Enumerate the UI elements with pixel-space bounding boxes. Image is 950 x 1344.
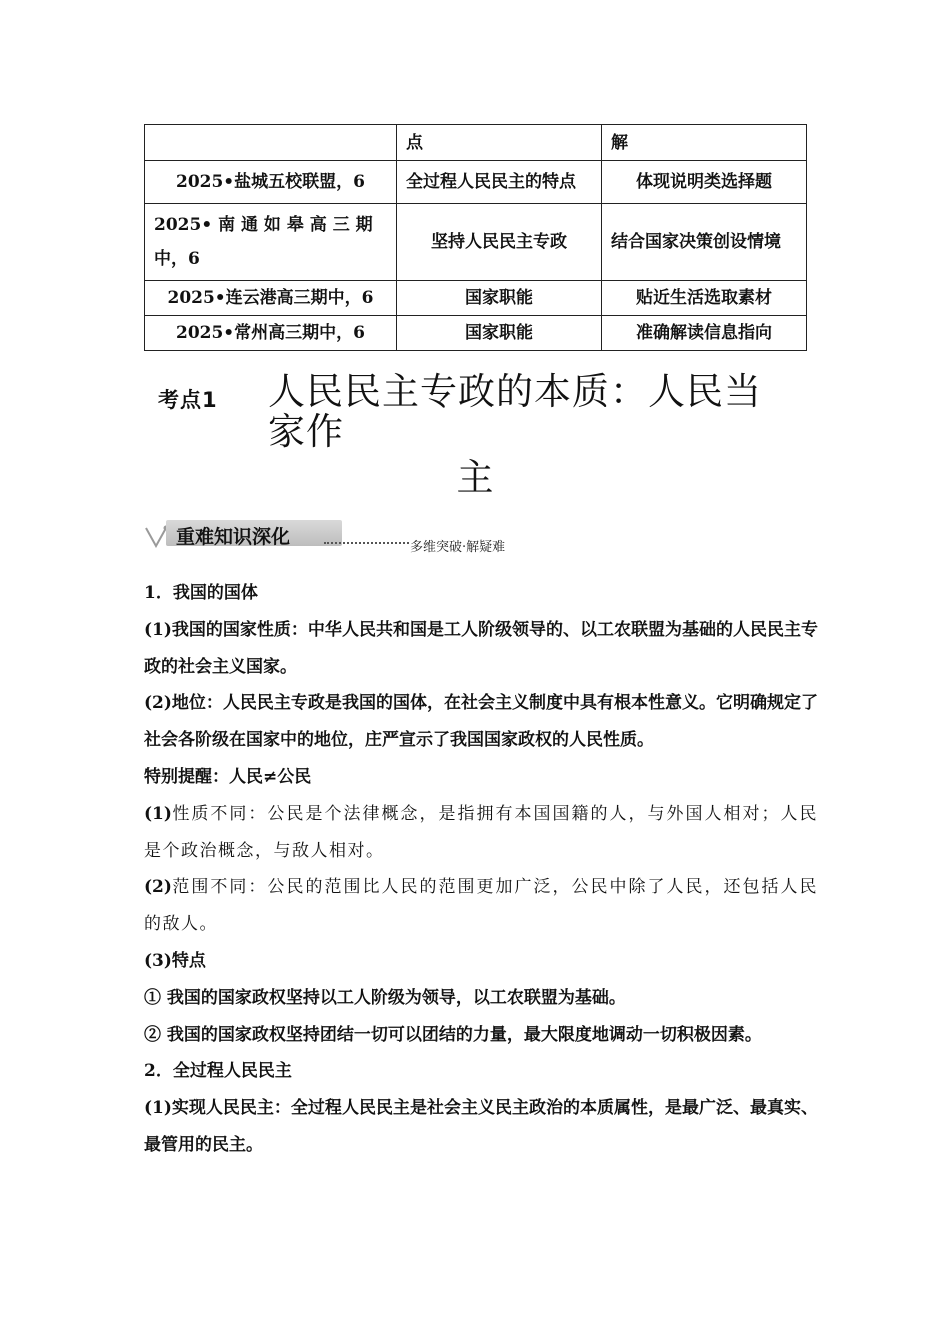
banner-title: 重难知识深化: [176, 526, 291, 548]
table-cell: 国家职能: [397, 281, 602, 316]
table-cell: 全过程人民民主的特点: [397, 161, 602, 204]
table-cell: 2025•常州高三期中，6: [145, 316, 397, 351]
table-cell: [145, 125, 397, 161]
item-number: (2): [144, 877, 172, 898]
table-row: [145, 161, 807, 204]
special-tip: 特别提醒：人民≠公民: [144, 766, 312, 787]
table-row: [145, 204, 807, 281]
knowledge-banner: [144, 520, 544, 554]
item-text: 性质不同：公民是个法律概念，是指拥有本国国籍的人，与外国人相对；人民是个政治概念，与敌人相对。: [144, 803, 818, 861]
table-cell: 准确解读信息指向: [602, 316, 807, 351]
table-row: [145, 316, 807, 351]
banner-dotted-line: [324, 528, 409, 544]
table-row: [145, 281, 807, 316]
table-cell: 2025•连云港高三期中，6: [145, 281, 397, 316]
table-cell: 坚持人民民主专政: [397, 204, 602, 281]
section-label: 考点1: [158, 388, 218, 412]
table-cell: 点: [397, 125, 602, 161]
heading-national-system: 1．我国的国体: [144, 583, 258, 603]
table-cell: 体现说明类选择题: [602, 161, 807, 204]
content-body: [144, 575, 818, 1164]
table-cell: 贴近生活选取素材: [602, 281, 807, 316]
table-cell: 2025•盐城五校联盟，6: [145, 161, 397, 204]
feature-item-1: ① 我国的国家政权坚持以工人阶级为领导，以工农联盟为基础。: [144, 987, 626, 1008]
paragraph-nature-difference: [144, 796, 818, 870]
item-number: (1): [144, 803, 172, 824]
item-text: 范围不同：公民的范围比人民的范围更加广泛，公民中除了人民，还包括人民的敌人。: [144, 877, 818, 935]
table-row: [145, 125, 807, 161]
heading-whole-process-democracy: 2．全过程人民民主: [144, 1061, 292, 1082]
section-title: 人民民主专政的本质：人民当家作: [268, 370, 762, 453]
heading-features: (3)特点: [144, 950, 206, 971]
paragraph-status: (2)地位：人民民主专政是我国的国体，在社会主义制度中具有根本性意义。它明确规定了社会各阶级在国家中的地位，庄严宣示了我国国家政权的人民性质。: [144, 693, 818, 751]
paragraph-realize-democracy: (1)实现人民民主：全过程人民民主是社会主义民主政治的本质属性，是最广泛、最真实、最管用的民主。: [144, 1098, 818, 1155]
table-cell: 2025• 南 通 如 皋 高 三 期中，6: [145, 204, 397, 281]
banner-subtitle: 多维突破·解疑难: [410, 540, 506, 555]
paragraph-national-nature: (1)我国的国家性质：中华人民共和国是工人阶级领导的、以工农联盟为基础的人民民主专政的社会主义国家。: [144, 619, 818, 677]
table-cell: 国家职能: [397, 316, 602, 351]
paragraph-scope-difference: [144, 869, 818, 943]
table-cell: 结合国家决策创设情境: [602, 204, 807, 281]
section-title-continued: 主: [456, 456, 494, 499]
feature-item-2: ② 我国的国家政权坚持团结一切可以团结的力量，最大限度地调动一切积极因素。: [144, 1024, 762, 1045]
exam-info-table: [144, 124, 807, 351]
table-cell: 解: [602, 125, 807, 161]
